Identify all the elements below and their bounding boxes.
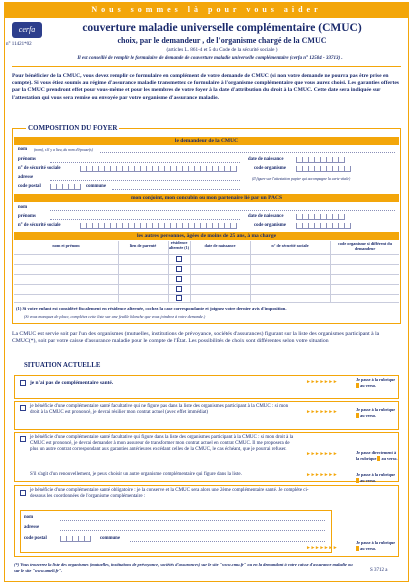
conjoint-nss-field[interactable] <box>80 223 237 229</box>
conjoint-nom-field[interactable] <box>50 205 395 211</box>
conjoint-bar: mon conjoint, mon concubin ou mon partenaire lié par un PACS <box>14 194 399 202</box>
residence-checkbox[interactable] <box>176 266 182 272</box>
divider <box>12 66 401 67</box>
col-divider <box>250 241 251 302</box>
slogan-band: Nous sommes là pour vous aider <box>4 2 409 18</box>
nss-label: n° de sécurité sociale <box>18 166 61 171</box>
cmuc-info-text: La CMUC est servie soit par l'un des organismes (mutuelles, institutions de prévoyance, sociétés d'assurances) figurant sur la liste des organismes participant à la CMUC(*), soit par votre caisse d'assurance maladie pour le compte de l'État. Les possibilités de choix sont différentes selon votre situation <box>12 331 380 345</box>
option-4-goto: Je passe à la rubrique au verso. <box>356 540 396 551</box>
nom-field[interactable] <box>100 147 395 153</box>
conjoint-code-org-field[interactable] <box>296 223 351 229</box>
cp-field[interactable] <box>50 184 81 190</box>
adresse-field[interactable] <box>50 175 240 181</box>
org-cp-label: code postal <box>24 536 47 541</box>
table-row <box>14 294 399 295</box>
conjoint-dob-field[interactable] <box>296 214 345 220</box>
col-date-naissance: date de naissance <box>204 243 236 248</box>
dob-label: date de naissance <box>248 157 284 162</box>
option-1-checkbox[interactable] <box>20 380 26 386</box>
arrow-icon: ►►►►►►► <box>306 473 338 478</box>
nss-field[interactable] <box>80 166 237 172</box>
org-adresse-label: adresse <box>24 525 40 530</box>
prenoms-label: prénoms <box>18 157 36 162</box>
footer-note: (*) Vous trouverez la liste des organismes (mutuelles, institutions de prévoyance, sociétés d'assurances) sur le site "www.cmu.fr" ou en la demandant à votre caisse d'assurance maladie ou sur le site "www.ameli.fr". <box>14 562 353 573</box>
footnote-place: (Si vous manquez de place, complétez cette liste sur une feuille blanche que vous joindrez à votre demande.) <box>24 314 206 319</box>
conjoint-dob-label: date de naissance <box>248 214 284 219</box>
org-nom-field[interactable] <box>60 515 325 521</box>
footnote-residence: (1) Si votre enfant est considéré fiscalement en résidence alternée, cochez la case correspondante et joignez votre dernier avis d'imposition. <box>16 306 287 311</box>
org-adresse-field[interactable] <box>60 525 325 531</box>
residence-checkbox[interactable] <box>176 295 182 301</box>
form-notice: Il est conseillé de remplir le formulaire de demande de couverture maladie universelle complémentaire (cerfa n° 12504 - 33713) . <box>77 56 343 61</box>
col-divider <box>118 241 119 302</box>
conjoint-prenoms-label: prénoms <box>18 214 36 219</box>
org-nom-label: nom <box>24 515 34 520</box>
conjoint-nss-label: n° de sécurité sociale <box>18 223 61 228</box>
col-residence-alternee: résidence alternée (1) <box>168 240 190 250</box>
option-2-goto: Je passe à la rubrique au verso. <box>356 407 396 418</box>
nom-label: nom <box>18 147 28 152</box>
col-divider <box>330 241 331 302</box>
table-row <box>14 284 399 285</box>
org-commune-field[interactable] <box>130 536 325 542</box>
cerfa-number: n° 11421*02 <box>6 42 32 47</box>
form-subtitle: choix, par le demandeur , de l'organisme chargé de la CMUC <box>117 36 327 45</box>
org-cp-field[interactable] <box>60 536 91 542</box>
situation-option-1 <box>14 375 399 399</box>
arrow-icon: ►►►►►►► <box>306 546 338 551</box>
option-1-goto: Je passe à la rubrique au verso. <box>356 377 396 388</box>
col-divider <box>168 241 169 302</box>
autres-bar: les autres personnes, âgées de moins de 25 ans, à ma charge <box>14 232 399 240</box>
col-code-organisme: code organisme si différent du demandeur <box>338 241 392 251</box>
option-4-checkbox[interactable] <box>20 490 26 496</box>
col-nss: n° de sécurité sociale <box>271 243 309 248</box>
form-title: couverture maladie universelle complémentaire (CMUC) <box>82 22 362 34</box>
table-row <box>14 274 399 275</box>
residence-checkbox[interactable] <box>176 276 182 282</box>
attestation-note: (Il figure sur l'attestation papier qui accompagne la carte vitale) <box>252 177 351 181</box>
adresse-label: adresse <box>18 175 34 180</box>
conjoint-nom-label: nom <box>18 205 28 210</box>
nom-note: (nom), s'il y a lieu, du nom d'épouse(s) <box>34 148 93 152</box>
cp-label: code postal <box>18 184 41 189</box>
arrow-icon: ►►►►►►► <box>306 380 338 385</box>
option-3-sub-goto: Je passe à la rubrique au verso. <box>356 472 396 483</box>
arrow-icon: ►►►►►►► <box>306 452 338 457</box>
demandeur-bar: le demandeur de la CMUC <box>14 137 399 145</box>
conjoint-prenoms-field[interactable] <box>50 214 240 220</box>
table-row <box>14 264 399 265</box>
composition-title: COMPOSITION DU FOYER <box>28 124 118 132</box>
cerfa-logo: cerfa <box>12 22 42 38</box>
code-org-field[interactable] <box>296 166 351 172</box>
dob-field[interactable] <box>296 157 345 163</box>
col-lien-parente: lien de parenté <box>129 243 157 248</box>
org-commune-label: commune <box>100 536 120 541</box>
residence-checkbox[interactable] <box>176 256 182 262</box>
option-3-text: je bénéficie d'une complémentaire santé facultative qui figure dans la liste des organismes participant à la CMUC : si mon droit à la CMUC est prononcé, je devrai demander à mon assureur de transformer mon contrat actuel en contrat CMUC. Il me proposera de plus un autre contrat correspondant aux garanties antérieures excédant celles de la CMUC, le cas échéant, que je pourrai refuser. <box>30 435 294 453</box>
legal-articles: (articles L. 861-4 et 5 du Code de la sécurité sociale ) <box>166 47 278 53</box>
code-org-label: code organisme <box>254 166 286 171</box>
arrow-icon: ►►►►►►► <box>306 410 338 415</box>
residence-checkbox[interactable] <box>176 286 182 292</box>
commune-label: commune <box>86 184 106 189</box>
option-2-text: je bénéficie d'une complémentaire santé facultative qui ne figure pas dans la liste des organismes participant à la CMUC : si mon droit à la CMUC est prononcé, je devrai résilier mon contrat actuel (avec effet immédiat) <box>30 404 289 416</box>
situation-title: SITUATION ACTUELLE <box>24 362 101 369</box>
option-4-text: je bénéficie d'une complémentaire santé obligatoire : je la conserve et la CMUC sera alors une 2ème complémentaire santé. Je complète ci-dessous les coordonnées de l'organisme complémentaire : <box>30 488 309 500</box>
option-1-text: je n'ai pas de complémentaire santé. <box>30 380 114 386</box>
commune-field[interactable] <box>112 184 240 190</box>
conjoint-code-org-label: code organisme <box>254 223 286 228</box>
col-nom-prenom: nom et prénom <box>52 243 80 248</box>
col-divider <box>190 241 191 302</box>
form-reference: S 3712 a <box>370 568 388 573</box>
option-3-subtext: S'il s'agit d'un renouvellement, je peux choisir un autre organisme complémentaire qui figure dans la liste. <box>30 472 242 477</box>
option-3-checkbox[interactable] <box>20 436 26 442</box>
option-2-checkbox[interactable] <box>20 405 26 411</box>
table-row <box>14 302 399 303</box>
option-3-goto: Je passe directement à la rubrique au verso. <box>356 450 398 461</box>
table-row <box>14 254 399 255</box>
prenoms-field[interactable] <box>50 157 240 163</box>
intro-text: Pour bénéficier de la CMUC, vous devez remplir ce formulaire en complément de votre demande de CMUC (si non votre demande ne pourra pas être prise en compte). Si vous étiez soumis au régime d'assurance maladie transmettez ce formulaire à l'organisme complémentaire que vous aurez choisi. Les garanties offertes par la CMUC prendront effet pour vous-même et pour les membres de votre foyer à la date d'attribution du droit à la CMUC. Cette date sera indiquée sur l'attestation qui vous sera remise ou envoyée par votre organisme d'assurance maladie. <box>12 73 399 101</box>
